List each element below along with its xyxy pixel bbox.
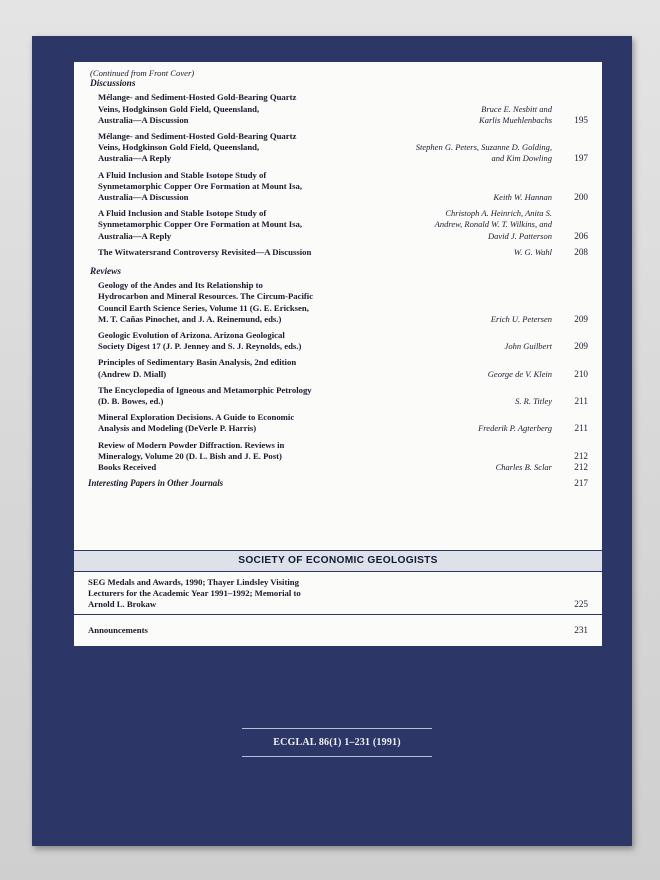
entry-title: A Fluid Inclusion and Stable Isotope Study of Synmetamorphic Copper Ore Formation at Mount Isa, Australia—A Reply [98, 208, 303, 241]
entry-title: The Encyclopedia of Igneous and Metamorphic Petrology (D. B. Bowes, ed.) [98, 384, 312, 407]
page-number: 212 212 [574, 450, 588, 473]
contents-panel [74, 62, 602, 646]
entry-author: Keith W. Hannan [493, 192, 552, 203]
entry-author: Charles B. Sclar [495, 462, 552, 473]
seg-entry [88, 577, 588, 611]
page-number: 210 [574, 368, 588, 379]
announcements-entry [88, 625, 588, 636]
toc-entry [88, 385, 588, 407]
entry-title: Review of Modern Powder Diffraction. Reviews in Mineralogy, Volume 20 (D. L. Bish and J. E. Post) Books Received [98, 439, 285, 473]
page-number: 225 [574, 599, 588, 610]
discussions-heading: Discussions [90, 79, 136, 90]
entry-author: John Guilbert [504, 341, 552, 352]
toc-entry [88, 170, 588, 204]
toc-entry [88, 280, 588, 325]
page-number: 217 [574, 478, 588, 489]
entry-author: Bruce E. Nesbitt and Karlis Muehlenbachs [479, 103, 552, 125]
entry-title: Mineral Exploration Decisions. A Guide to Economic Analysis and Modeling (DeVerle P. Harris) [98, 412, 295, 434]
toc-entry [88, 357, 588, 379]
entry-title: Geologic Evolution of Arizona. Arizona Geological Society Digest 17 (J. P. Jenney and S. J. Reynolds, eds.) [98, 330, 302, 352]
page-number: 211 [574, 396, 588, 407]
toc-entry [88, 440, 588, 474]
page-number: 209 [574, 313, 588, 324]
announcements-label: Announcements [88, 625, 148, 635]
entry-title: Principles of Sedimentary Basin Analysis, 2nd edition (Andrew D. Miall) [98, 357, 297, 379]
page-number: 209 [574, 341, 588, 352]
entry-author: Erich U. Petersen [490, 313, 552, 324]
entry-title: Geology of the Andes and Its Relationship to Hydrocarbon and Mineral Resources. The Circum-Pacific Council Earth Science Series, Volume 11 (G. E. Ericksen, M. T. Cañas Pinochet, and J. A. Reinemund, eds.) [98, 280, 314, 324]
reviews-list [88, 280, 588, 473]
entry-title: The Witwatersrand Controversy Revisited—A Discussion [98, 246, 312, 257]
toc-entry [88, 412, 588, 434]
reviews-heading: Reviews [90, 267, 121, 278]
journal-code: ECGLAL 86(1) 1–231 (1991) [273, 737, 401, 748]
entry-author: Frederik P. Agterberg [478, 423, 552, 434]
continued-note: (Continued from Front Cover) [90, 68, 195, 78]
page-number: 206 [574, 230, 588, 241]
toc-entry [88, 131, 588, 165]
footer-rule-top [242, 728, 432, 729]
entry-title: A Fluid Inclusion and Stable Isotope Study of Synmetamorphic Copper Ore Formation at Mount Isa, Australia—A Discussion [98, 169, 303, 203]
toc-entry [88, 208, 588, 242]
entry-author: S. R. Titley [515, 396, 552, 407]
entry-author: George de V. Klein [487, 368, 552, 379]
footer-rule-bottom [242, 756, 432, 757]
entry-author: Christoph A. Heinrich, Anita S. Andrew, Ronald W. T. Wilkins, and David J. Patterson [434, 208, 552, 241]
seg-heading: SOCIETY OF ECONOMIC GEOLOGISTS [74, 550, 602, 572]
divider [74, 614, 602, 615]
page-number: 231 [574, 625, 588, 635]
seg-entry-title: SEG Medals and Awards, 1990; Thayer Lindsley Visiting Lecturers for the Academic Year 1991–1992; Memorial to Arnold L. Brokaw [88, 577, 301, 610]
interesting-papers-label: Interesting Papers in Other Journals [88, 478, 224, 489]
page-number: 200 [574, 192, 588, 203]
entry-author: Stephen G. Peters, Suzanne D. Golding, and Kim Dowling [415, 142, 552, 164]
interesting-papers-entry [88, 478, 588, 489]
entry-title: Mélange- and Sediment-Hosted Gold-Bearing Quartz Veins, Hodgkinson Gold Field, Queensland, Australia—A Reply [98, 131, 297, 164]
entry-title: Mélange- and Sediment-Hosted Gold-Bearing Quartz Veins, Hodgkinson Gold Field, Queensland, Australia—A Discussion [98, 92, 297, 125]
page-number: 208 [574, 246, 588, 257]
entry-author: W. G. Wahl [513, 246, 552, 257]
toc-entry [88, 247, 588, 258]
page-number: 211 [574, 423, 588, 434]
discussions-list [88, 92, 588, 258]
page-number: 197 [574, 153, 588, 164]
toc-entry [88, 330, 588, 352]
toc-entry [88, 92, 588, 126]
page-number: 195 [574, 114, 588, 125]
